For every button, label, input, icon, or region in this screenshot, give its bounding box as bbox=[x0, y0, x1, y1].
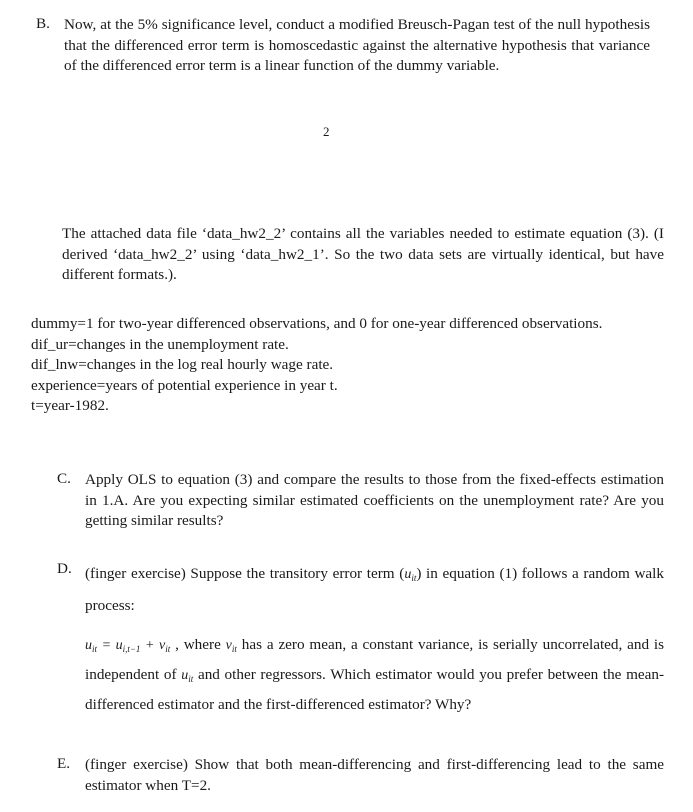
section-d-label: D. bbox=[57, 560, 72, 577]
data-file-intro: The attached data file ‘data_hw2_2’ contains all the variables needed to estimate equation (3). (I derived ‘data_hw2_2’ using ‘data_hw2_1’. So the two data sets are virtually identical, but have different formats.). bbox=[62, 225, 664, 283]
section-b bbox=[36, 15, 650, 77]
random-walk-equation: $u_{it} = u_{i,t-1} + v_{it}$ bbox=[85, 638, 171, 654]
math-u-it-2: $u_{it}$ bbox=[181, 668, 194, 684]
section-c-label: C. bbox=[57, 470, 71, 487]
section-d-text-3: has a zero mean, a constant variance, is serially uncorrelated, and is independent of bbox=[85, 636, 665, 683]
math-v-it: $v_{it}$ bbox=[225, 638, 237, 654]
section-c bbox=[57, 470, 664, 532]
definition-dummy: dummy=1 for two-year differenced observations, and 0 for one-year differenced observations. bbox=[31, 315, 603, 332]
section-d-body bbox=[85, 560, 664, 619]
section-d bbox=[57, 560, 664, 619]
section-e-label: E. bbox=[57, 755, 71, 772]
definition-dif-lnw: dif_lnw=changes in the log real hourly wage rate. bbox=[31, 356, 334, 374]
section-c-text: Apply OLS to equation (3) and compare the results to those from the fixed-effects estimation in 1.A. Are you expecting similar estimated coefficients on the unemployment rate? Are you getting similar results? bbox=[85, 471, 664, 529]
section-d-where: , where bbox=[175, 636, 221, 653]
section-b-label: B. bbox=[36, 15, 50, 32]
page-number: 2 bbox=[323, 124, 330, 139]
section-d-text-2: ) in equation (1) follows a random walk process: bbox=[85, 565, 664, 614]
section-e bbox=[57, 755, 664, 796]
section-b-text: Now, at the 5% significance level, conduct a modified Breusch-Pagan test of the null hypothesis that the differenced error term is homoscedastic against the alternative hypothesis that variance of the differenced error term is a linear function of the dummy variable. bbox=[64, 16, 650, 74]
section-d-text-4: and other regressors. Which estimator would you prefer between the mean-differenced estimator and the first-differenced estimator? Why? bbox=[85, 666, 665, 713]
section-d-continuation bbox=[85, 632, 664, 717]
definition-dif-ur: dif_ur=changes in the unemployment rate. bbox=[31, 335, 289, 353]
section-e-text: (finger exercise) Show that both mean-differencing and first-differencing lead to the same estimator when T=2. bbox=[85, 756, 664, 794]
definition-experience: experience=years of potential experience in year t. bbox=[31, 376, 338, 394]
math-u-it: $u_{it}$ bbox=[404, 567, 417, 583]
variable-definitions bbox=[31, 314, 671, 417]
section-d-text-1: (finger exercise) Suppose the transitory error term ( bbox=[85, 565, 405, 582]
definition-t: t=year-1982. bbox=[31, 397, 109, 415]
